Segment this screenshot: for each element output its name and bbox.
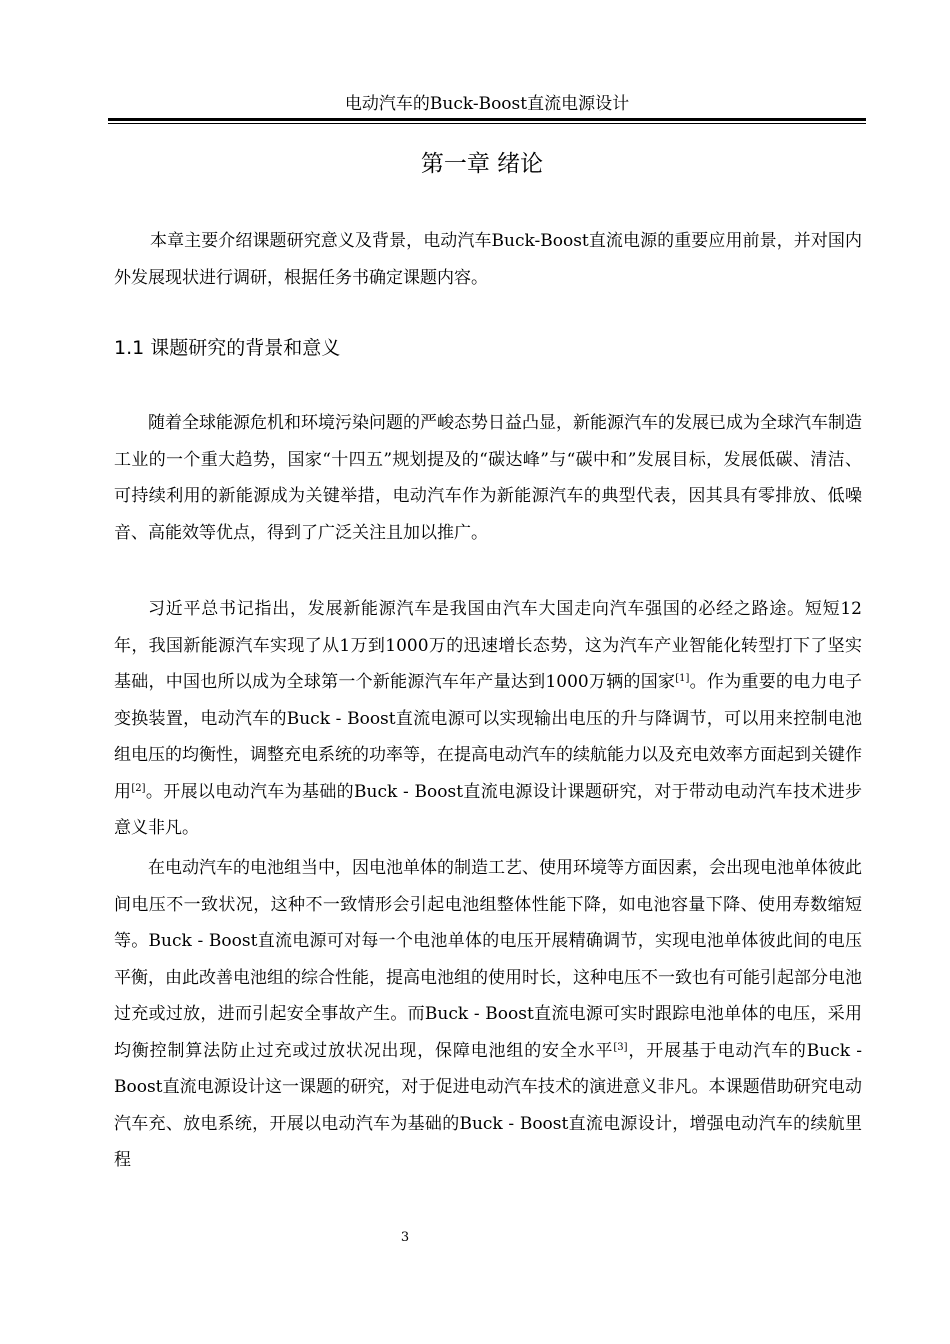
- header-rule-thick: [108, 118, 866, 121]
- intro-paragraph: 本章主要介绍课题研究意义及背景，电动汽车Buck-Boost直流电源的重要应用前景，并对国内外发展现状进行调研，根据任务书确定课题内容。: [114, 231, 862, 288]
- paragraph-1: 随着全球能源危机和环境污染问题的严峻态势日益凸显，新能源汽车的发展已成为全球汽车制造工业的一个重大趋势，国家“十四五”规划提及的“碳达峰”与“碳中和”发展目标，发展低碳、清洁、可持续利用的新能源成为关键举措，电动汽车作为新能源汽车的典型代表，因其具有零排放、低噪音、高能效等优点，得到了广泛关注且加以推广。: [114, 413, 862, 543]
- paragraph-3: [114, 850, 862, 1179]
- paragraph-3-text-a: 在电动汽车的电池组当中，因电池单体的制造工艺、使用环境等方面因素，会出现电池单体彼此间电压不一致状况，这种不一致情形会引起电池组整体性能下降，如电池容量下降、使用寿数缩短等。Buck - Boost直流电源可对每一个电池单体的电压开展精确调节，实现电池单体彼此间的电压平衡，由此改善电池组的综合性能，提高电池组的使用时长，这种电压不一致也有可能引起部分电池过充或过放，进而引起安全事故产生。而Buck - Boost直流电源可实时跟踪电池单体的电压，采用均衡控制算法防止过充或过放状况出现，保障电池组的安全水平: [114, 858, 862, 1061]
- section-heading: 1.1 课题研究的背景和意义: [114, 337, 341, 359]
- page-number: 3: [400, 1230, 410, 1245]
- citation-3: [3]: [613, 1041, 628, 1053]
- running-header: 电动汽车的Buck-Boost直流电源设计: [344, 94, 630, 114]
- paragraph-3-text-b: ，开展基于电动汽车的Buck - Boost直流电源设计这一课题的研究，对于促进电动汽车技术的演进意义非凡。本课题借助研究电动汽车充、放电系统，开展以电动汽车为基础的Buck - Boost直流电源设计，增强电动汽车的续航里程: [114, 1040, 862, 1170]
- paragraph-2: [114, 591, 862, 847]
- citation-1: [1]: [675, 673, 690, 684]
- paragraph-2-text-b: 。作为重要的电力电子变换装置，电动汽车的Buck - Boost直流电源可以实现输出电压的升与降调节，可以用来控制电池组电压的均衡性，调整充电系统的功率等，在提高电动汽车的续航能力以及充电效率方面起到关键作用: [114, 672, 862, 802]
- paragraph-2-text-c: 。开展以电动汽车为基础的Buck - Boost直流电源设计课题研究，对于带动电动汽车技术进步意义非凡。: [114, 781, 863, 838]
- citation-2: [2]: [131, 782, 146, 794]
- paragraph-2-text-a: 习近平总书记指出，发展新能源汽车是我国由汽车大国走向汽车强国的必经之路途。短短12年，我国新能源汽车实现了从1万到1000万的迅速增长态势，这为汽车产业智能化转型打下了坚实基础，中国也所以成为全球第一个新能源汽车年产量达到1000万辆的国家: [114, 599, 862, 692]
- chapter-title: 第一章 绪论: [420, 151, 544, 177]
- header-rule-thin: [108, 123, 866, 124]
